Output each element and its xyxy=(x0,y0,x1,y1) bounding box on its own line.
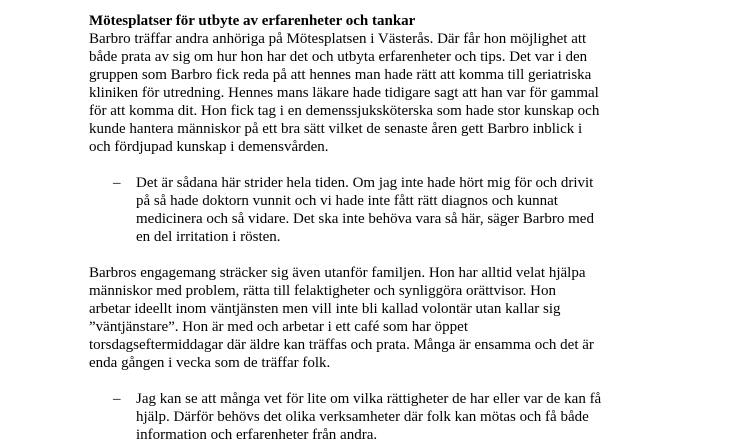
quote-line: medicinera och så vidare. Det ska inte behöva vara så här, säger Barbro med xyxy=(136,211,594,227)
paragraph-line: både prata av sig om hur hon har det och utbyta erfarenheter och tips. Det var i den xyxy=(89,49,588,65)
dash-bullet: – xyxy=(113,391,121,407)
paragraph-line: Barbros engagemang sträcker sig även utanför familjen. Hon har alltid velat hjälpa xyxy=(89,265,586,281)
paragraph-line: människor med problem, rätta till felaktigheter och synliggöra orättvisor. Hon xyxy=(89,283,556,299)
document-page xyxy=(89,12,689,444)
quote-line: information och erfarenheter från andra. xyxy=(136,427,378,443)
paragraph-spacer xyxy=(89,156,689,174)
paragraph-line: enda gången i vecka som de träffar folk. xyxy=(89,355,331,371)
dash-bullet: – xyxy=(113,175,121,191)
paragraph-line: ”väntjänstare”. Hon är med och arbetar i ett café som har öppet xyxy=(89,319,468,335)
paragraph-line: Barbro träffar andra anhöriga på Mötesplatsen i Västerås. Där får hon möjlighet att xyxy=(89,31,587,47)
paragraph-spacer xyxy=(89,246,689,264)
paragraph-spacer xyxy=(89,372,689,390)
paragraph-line: för att komma dit. Hon fick tag i en demenssjuksköterska som hade stor kunskap och xyxy=(89,103,600,119)
quote-1 xyxy=(113,174,689,246)
quote-line: Jag kan se att många vet för lite om vilka rättigheter de har eller var de kan få xyxy=(136,391,602,407)
paragraph-line: och fördjupad kunskap i demensvården. xyxy=(89,139,329,155)
paragraph-line: kliniken för utredning. Hennes mans läkare hade tidigare sagt att han var för gammal xyxy=(89,85,599,101)
paragraph-1 xyxy=(89,30,689,156)
quote-line: Det är sådana här strider hela tiden. Om jag inte hade hört mig för och drivit xyxy=(136,175,594,191)
section-heading: Mötesplatser för utbyte av erfarenheter och tankar xyxy=(89,13,416,29)
quote-2 xyxy=(113,390,689,444)
paragraph-line: gruppen som Barbro fick reda på att hennes man hade rätt att komma till geriatriska xyxy=(89,67,592,83)
paragraph-line: kunde hantera människor på ett bra sätt vilket de senaste åren gett Barbro inblick i xyxy=(89,121,583,137)
quote-line: på så hade doktorn vunnit och vi hade inte fått rätt diagnos och kunnat xyxy=(136,193,558,209)
quote-line: en del irritation i rösten. xyxy=(136,229,281,245)
paragraph-line: torsdagseftermiddagar där äldre kan träffas och prata. Många är ensamma och det är xyxy=(89,337,594,353)
quote-line: hjälp. Därför behövs det olika verksamheter där folk kan mötas och få både xyxy=(136,409,589,425)
paragraph-line: arbetar ideellt inom väntjänsten men vill inte bli kallad volontär utan kallar sig xyxy=(89,301,561,317)
paragraph-2 xyxy=(89,264,689,372)
